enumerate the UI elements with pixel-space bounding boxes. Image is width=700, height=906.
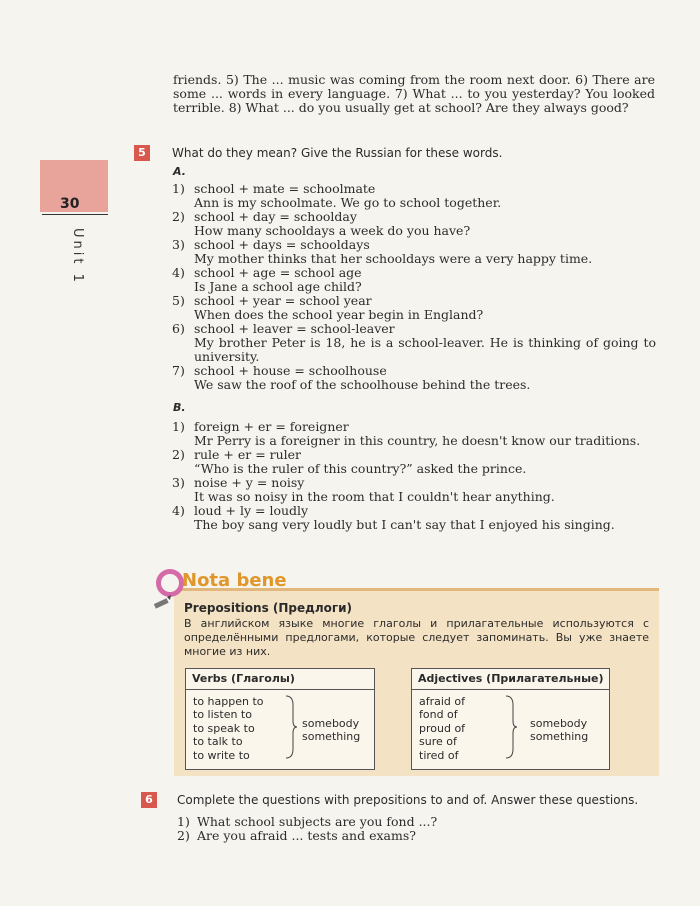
- list-item: [172, 364, 656, 392]
- section-b-list: [172, 420, 656, 532]
- question-item: [177, 829, 647, 843]
- word-formation: noise + y = noisy: [194, 475, 305, 490]
- list-entry: sure of: [419, 735, 457, 749]
- list-item: [172, 420, 656, 448]
- question-text: Are you afraid ... tests and exams?: [197, 828, 416, 843]
- page-number-divider: [42, 214, 108, 215]
- item-number: 2): [172, 209, 185, 224]
- item-number: 1): [172, 419, 185, 434]
- list-entry: to speak to: [193, 721, 255, 735]
- item-number: 5): [172, 293, 185, 308]
- example-sentence: “Who is the ruler of this country?” asked the prince.: [194, 461, 527, 476]
- list-entry: to happen to: [193, 695, 264, 708]
- nota-bene-heading: Prepositions (Предлоги): [184, 601, 353, 615]
- list-item: [172, 448, 656, 476]
- verbs-objects: [302, 717, 360, 743]
- word-formation: school + age = school age: [194, 265, 362, 280]
- word-formation: foreign + er = foreigner: [194, 419, 349, 434]
- word-formation: school + house = schoolhouse: [194, 363, 387, 378]
- list-entry: to listen to: [193, 708, 252, 722]
- section-b-label: B.: [173, 401, 186, 414]
- example-sentence: How many schooldays a week do you have?: [194, 223, 471, 238]
- example-sentence: When does the school year begin in England?: [194, 307, 484, 322]
- word-formation: school + year = school year: [194, 293, 372, 308]
- list-item: [172, 238, 656, 266]
- list-entry: somebody: [530, 717, 588, 730]
- example-sentence: Ann is my schoolmate. We go to school together.: [194, 195, 502, 210]
- list-item: [172, 476, 656, 504]
- section-a-label: A.: [173, 165, 186, 178]
- word-formation: school + days = schooldays: [194, 237, 370, 252]
- exercise-6-number: 6: [141, 792, 157, 808]
- intro-text: friends. 5) The ... music was coming from the room next door. 6) There are some ... words in every language. 7) What ... to you yesterday? You looked terrible. 8) What ... do you usually get at school? Are they always good?: [173, 72, 655, 115]
- unit-label: Unit 1: [70, 228, 85, 285]
- example-sentence: My brother Peter is 18, he is a school-leaver. He is thinking of going to university.: [194, 335, 656, 364]
- adjectives-table: [411, 668, 610, 770]
- item-number: 7): [172, 363, 185, 378]
- list-entry: to write to: [193, 748, 250, 762]
- list-entry: afraid of: [419, 695, 466, 708]
- list-entry: proud of: [419, 721, 466, 735]
- brace-icon: [284, 695, 298, 759]
- item-number: 6): [172, 321, 185, 336]
- section-a-list: [172, 182, 656, 392]
- word-formation: loud + ly = loudly: [194, 503, 309, 518]
- pen-icon: [152, 595, 172, 611]
- example-sentence: Mr Perry is a foreigner in this country, he doesn't know our traditions.: [194, 433, 641, 448]
- item-number: 2): [172, 447, 185, 462]
- item-number: 4): [172, 503, 185, 518]
- item-number: 3): [172, 237, 185, 252]
- example-sentence: We saw the roof of the schoolhouse behind the trees.: [194, 377, 531, 392]
- list-item: [172, 182, 656, 210]
- list-entry: something: [302, 730, 361, 743]
- list-item: [172, 266, 656, 294]
- list-entry: somebody: [302, 717, 360, 730]
- word-formation: rule + er = ruler: [194, 447, 302, 462]
- adjectives-objects: [530, 717, 588, 743]
- item-number: 3): [172, 475, 185, 490]
- item-number: 2): [177, 828, 190, 843]
- item-number: 1): [172, 181, 185, 196]
- nota-bene-text: В английском языке многие глаголы и прилагательные используются с определёнными предлогами, которые следует запоминать. Вы уже знаете многие из них.: [184, 617, 649, 658]
- word-formation: school + leaver = school-leaver: [194, 321, 395, 336]
- list-item: [172, 504, 656, 532]
- brace-icon: [504, 695, 518, 759]
- question-item: [177, 815, 647, 829]
- adjectives-table-header: Adjectives (Прилагательные): [412, 669, 609, 690]
- list-entry: fond of: [419, 708, 458, 722]
- list-entry: to talk to: [193, 735, 243, 749]
- example-sentence: Is Jane a school age child?: [194, 279, 362, 294]
- verbs-table: [185, 668, 375, 770]
- exercise-5-number: 5: [134, 145, 150, 161]
- example-sentence: It was so noisy in the room that I couldn't hear anything.: [194, 489, 555, 504]
- verbs-table-header: Verbs (Глаголы): [186, 669, 374, 690]
- exercise-6-list: [177, 815, 647, 843]
- list-entry: tired of: [419, 748, 459, 762]
- list-entry: something: [530, 730, 589, 743]
- exercise-6-instruction: Complete the questions with prepositions to and of. Answer these questions.: [177, 793, 639, 807]
- nota-bene-logo-text: Nota bene: [182, 570, 287, 591]
- page-number: 30: [60, 196, 80, 212]
- verbs-list: [193, 695, 264, 762]
- question-text: What school subjects are you fond ...?: [197, 814, 438, 829]
- example-sentence: The boy sang very loudly but I can't say that I enjoyed his singing.: [194, 517, 615, 532]
- list-item: [172, 210, 656, 238]
- example-sentence: My mother thinks that her schooldays were a very happy time.: [194, 251, 593, 266]
- item-number: 4): [172, 265, 185, 280]
- adjectives-list: [419, 695, 465, 762]
- item-number: 1): [177, 814, 190, 829]
- word-formation: school + mate = schoolmate: [194, 181, 376, 196]
- list-item: [172, 294, 656, 322]
- exercise-5-instruction: What do they mean? Give the Russian for these words.: [172, 146, 503, 160]
- word-formation: school + day = schoolday: [194, 209, 357, 224]
- list-item: [172, 322, 656, 364]
